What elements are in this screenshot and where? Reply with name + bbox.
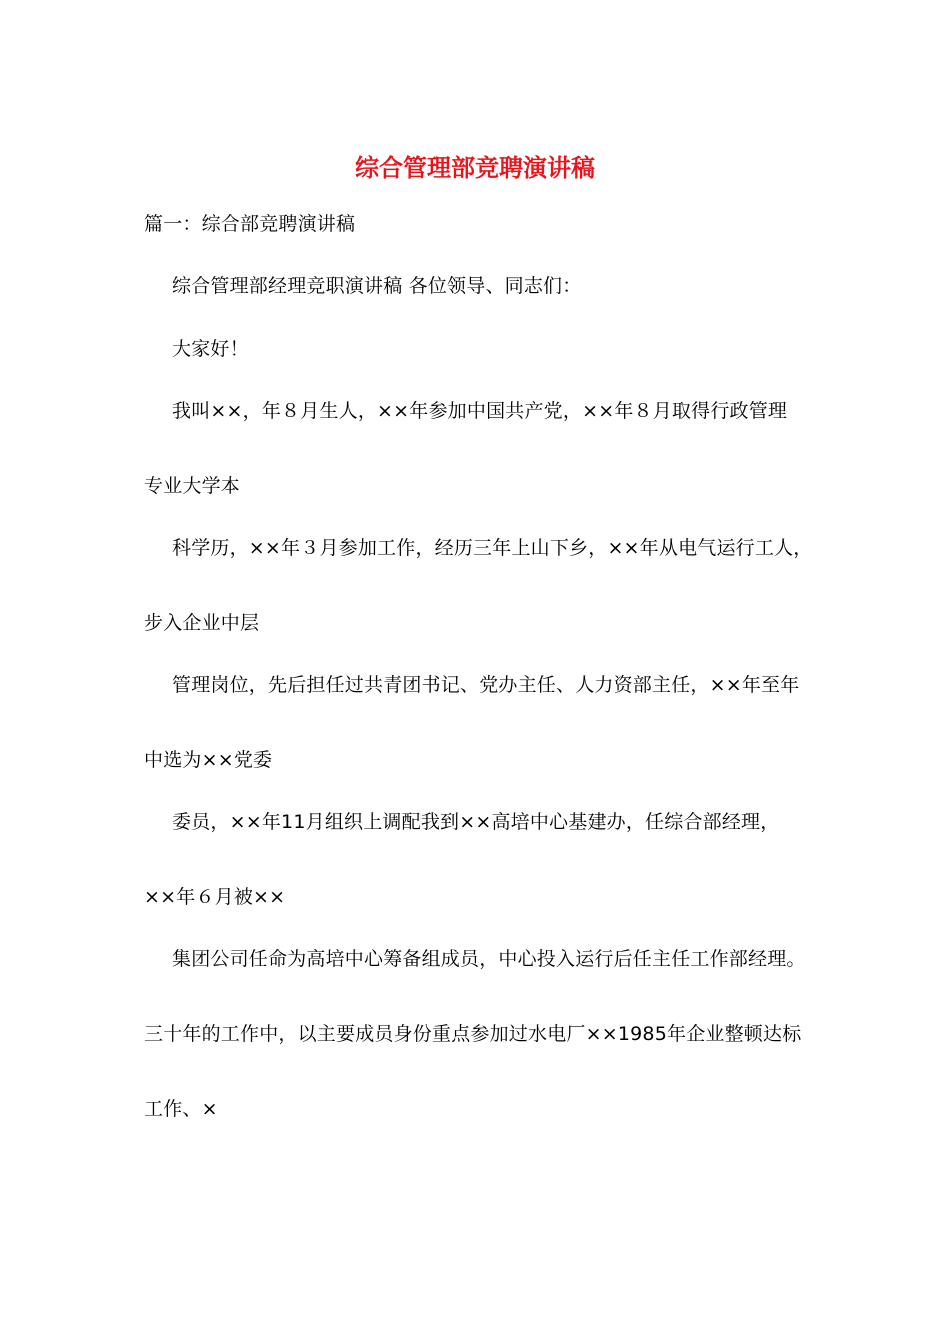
- paragraph-line: 集团公司任命为高培中心筹备组成员，中心投入运行后任主任工作部经理。: [172, 948, 806, 970]
- paragraph-line: 管理岗位，先后担任过共青团书记、党办主任、人力资部主任，××年至年: [172, 674, 800, 696]
- paragraph-line: 三十年的工作中，以主要成员身份重点参加过水电厂××1985年企业整顿达标: [144, 1023, 802, 1045]
- paragraph-line: 中选为××党委: [144, 749, 273, 771]
- paragraph-line: 专业大学本: [144, 475, 241, 497]
- document-title: 综合管理部竞聘演讲稿: [355, 153, 595, 182]
- paragraph-line: ××年６月被××: [144, 886, 286, 908]
- paragraph-line: 委员，××年11月组织上调配我到××高培中心基建办，任综合部经理，: [172, 811, 780, 833]
- paragraph-line: 大家好！: [172, 338, 249, 360]
- paragraph-line: 我叫××，年８月生人，××年参加中国共产党，××年８月取得行政管理: [172, 400, 788, 422]
- paragraph-line: 科学历，××年３月参加工作，经历三年上山下乡，××年从电气运行工人，: [172, 537, 813, 559]
- section-heading: 篇一：综合部竞聘演讲稿: [144, 213, 356, 235]
- paragraph-line: 综合管理部经理竞职演讲稿 各位领导、同志们：: [172, 275, 582, 297]
- paragraph-line: 工作、×: [144, 1098, 218, 1120]
- paragraph-line: 步入企业中层: [144, 612, 260, 634]
